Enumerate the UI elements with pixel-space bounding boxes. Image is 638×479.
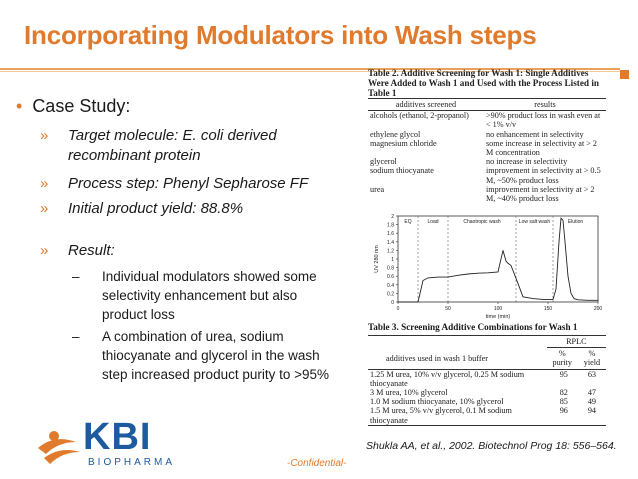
dash-icon: –: [72, 329, 80, 344]
chevron-icon: »: [40, 200, 49, 217]
table-row: 1.5 M urea, 5% v/v glycerol, 0.1 M sodium thiocyanate 96 94: [368, 406, 606, 425]
x-axis-label: time (min): [485, 314, 511, 320]
plot-frame: [398, 216, 598, 302]
table-row: 1.0 M sodium thiocyanate, 10% glycerol 85 49: [370, 397, 596, 407]
y-tick-label: 0.8: [387, 265, 394, 272]
x-tick-label: 50: [445, 306, 451, 312]
y-tick-label: 1.4: [387, 239, 394, 246]
table-row: alcohols (ethanol, 2-propanol) >90% product loss in wash even at < 1% v/v: [370, 111, 601, 130]
table-row: 1.25 M urea, 10% v/v glycerol, 0.25 M sodium thiocyanate 95 63: [370, 369, 596, 388]
result-point-1: – Individual modulators showed some selectivity enhancement but also product loss: [72, 269, 317, 322]
process-step-item: » Process step: Phenyl Sepharose FF: [40, 175, 309, 192]
x-tick-label: 100: [493, 306, 503, 312]
result-item: » Result:: [40, 242, 115, 259]
chevron-icon: »: [40, 127, 49, 144]
table-row: ethylene glycol no enhancement in selectivity: [370, 129, 584, 139]
chevron-icon: »: [40, 242, 49, 259]
table3-caption: Table 3. Screening Additive Combinations for Wash 1: [368, 322, 578, 332]
table3-header: % yield: [578, 348, 606, 369]
x-tick-label: 0: [396, 306, 400, 312]
table2-figure: [360, 68, 605, 203]
y-tick-label: 1.8: [387, 222, 394, 229]
bullet-dot-icon: •: [16, 96, 23, 116]
y-tick-label: 0: [391, 300, 394, 306]
chromatogram-chart: [360, 210, 610, 320]
table3-figure: [360, 335, 606, 426]
y-tick-label: 2: [391, 214, 394, 220]
logo-name: KBI: [83, 416, 152, 458]
case-study-label: Case Study:: [32, 96, 131, 116]
x-tick-label: 200: [593, 306, 603, 312]
dash-icon: –: [72, 269, 80, 284]
table-row: sodium thiocyanate improvement in selectivity at > 0.5 M, ~50% product loss: [370, 166, 601, 185]
y-tick-label: 1: [391, 257, 394, 263]
phase-label: Chaotropic wash: [463, 219, 501, 225]
table3-header: % purity: [547, 348, 578, 369]
table-row: magnesium chloride some increase in selectivity at > 2 M concentration: [370, 138, 598, 158]
table3: [368, 335, 606, 426]
table3-header: additives used in wash 1 buffer: [368, 348, 547, 369]
citation: Shukla AA, et al., 2002. Biotechnol Prog 18: 556–564.: [366, 440, 617, 452]
table2-caption: Table 2. Additive Screening for Wash 1: Single Additives Were Added to Wash 1 and Used with the Process Listed in Table 1: [368, 68, 599, 98]
result-point-2: – A combination of urea, sodium thiocyanate and glycerol in the wash step increased product purity to >95%: [72, 329, 330, 382]
table2-header: results: [484, 99, 606, 111]
table-row: glycerol no increase in selectivity: [370, 157, 568, 167]
chevron-icon: »: [40, 175, 49, 192]
y-tick-label: 1.2: [387, 248, 394, 255]
accent-square: [620, 70, 629, 79]
target-molecule-item: » Target molecule: E. coli derived recombinant protein: [40, 127, 277, 164]
table-row: urea improvement in selectivity at > 2 M, ~40% product loss: [370, 184, 595, 204]
table-row: 3 M urea, 10% glycerol 82 47: [370, 388, 596, 398]
table2-header: additives screened: [368, 99, 484, 111]
slide-title: Incorporating Modulators into Wash steps: [24, 20, 537, 50]
y-axis-label: UV 280 nm: [374, 245, 380, 273]
phase-label: EQ: [404, 219, 412, 225]
phase-label: Load: [427, 219, 439, 225]
confidential-label: -Confidential-: [287, 458, 347, 469]
y-tick-label: 0.4: [387, 282, 394, 289]
table3-group-header: RPLC: [547, 336, 606, 348]
x-tick-label: 150: [543, 306, 553, 312]
phase-label: Elution: [567, 219, 584, 225]
series-line-uv: [398, 218, 598, 302]
logo-subtitle: BIOPHARMA: [88, 457, 176, 468]
y-tick-label: 0.2: [387, 291, 394, 298]
case-study-bullet: [16, 96, 130, 117]
y-tick-label: 1.6: [387, 231, 394, 238]
table2: [368, 98, 606, 203]
phase-label: Low salt wash: [518, 219, 551, 225]
y-tick-label: 0.6: [387, 274, 394, 281]
initial-yield-item: » Initial product yield: 88.8%: [40, 200, 244, 217]
